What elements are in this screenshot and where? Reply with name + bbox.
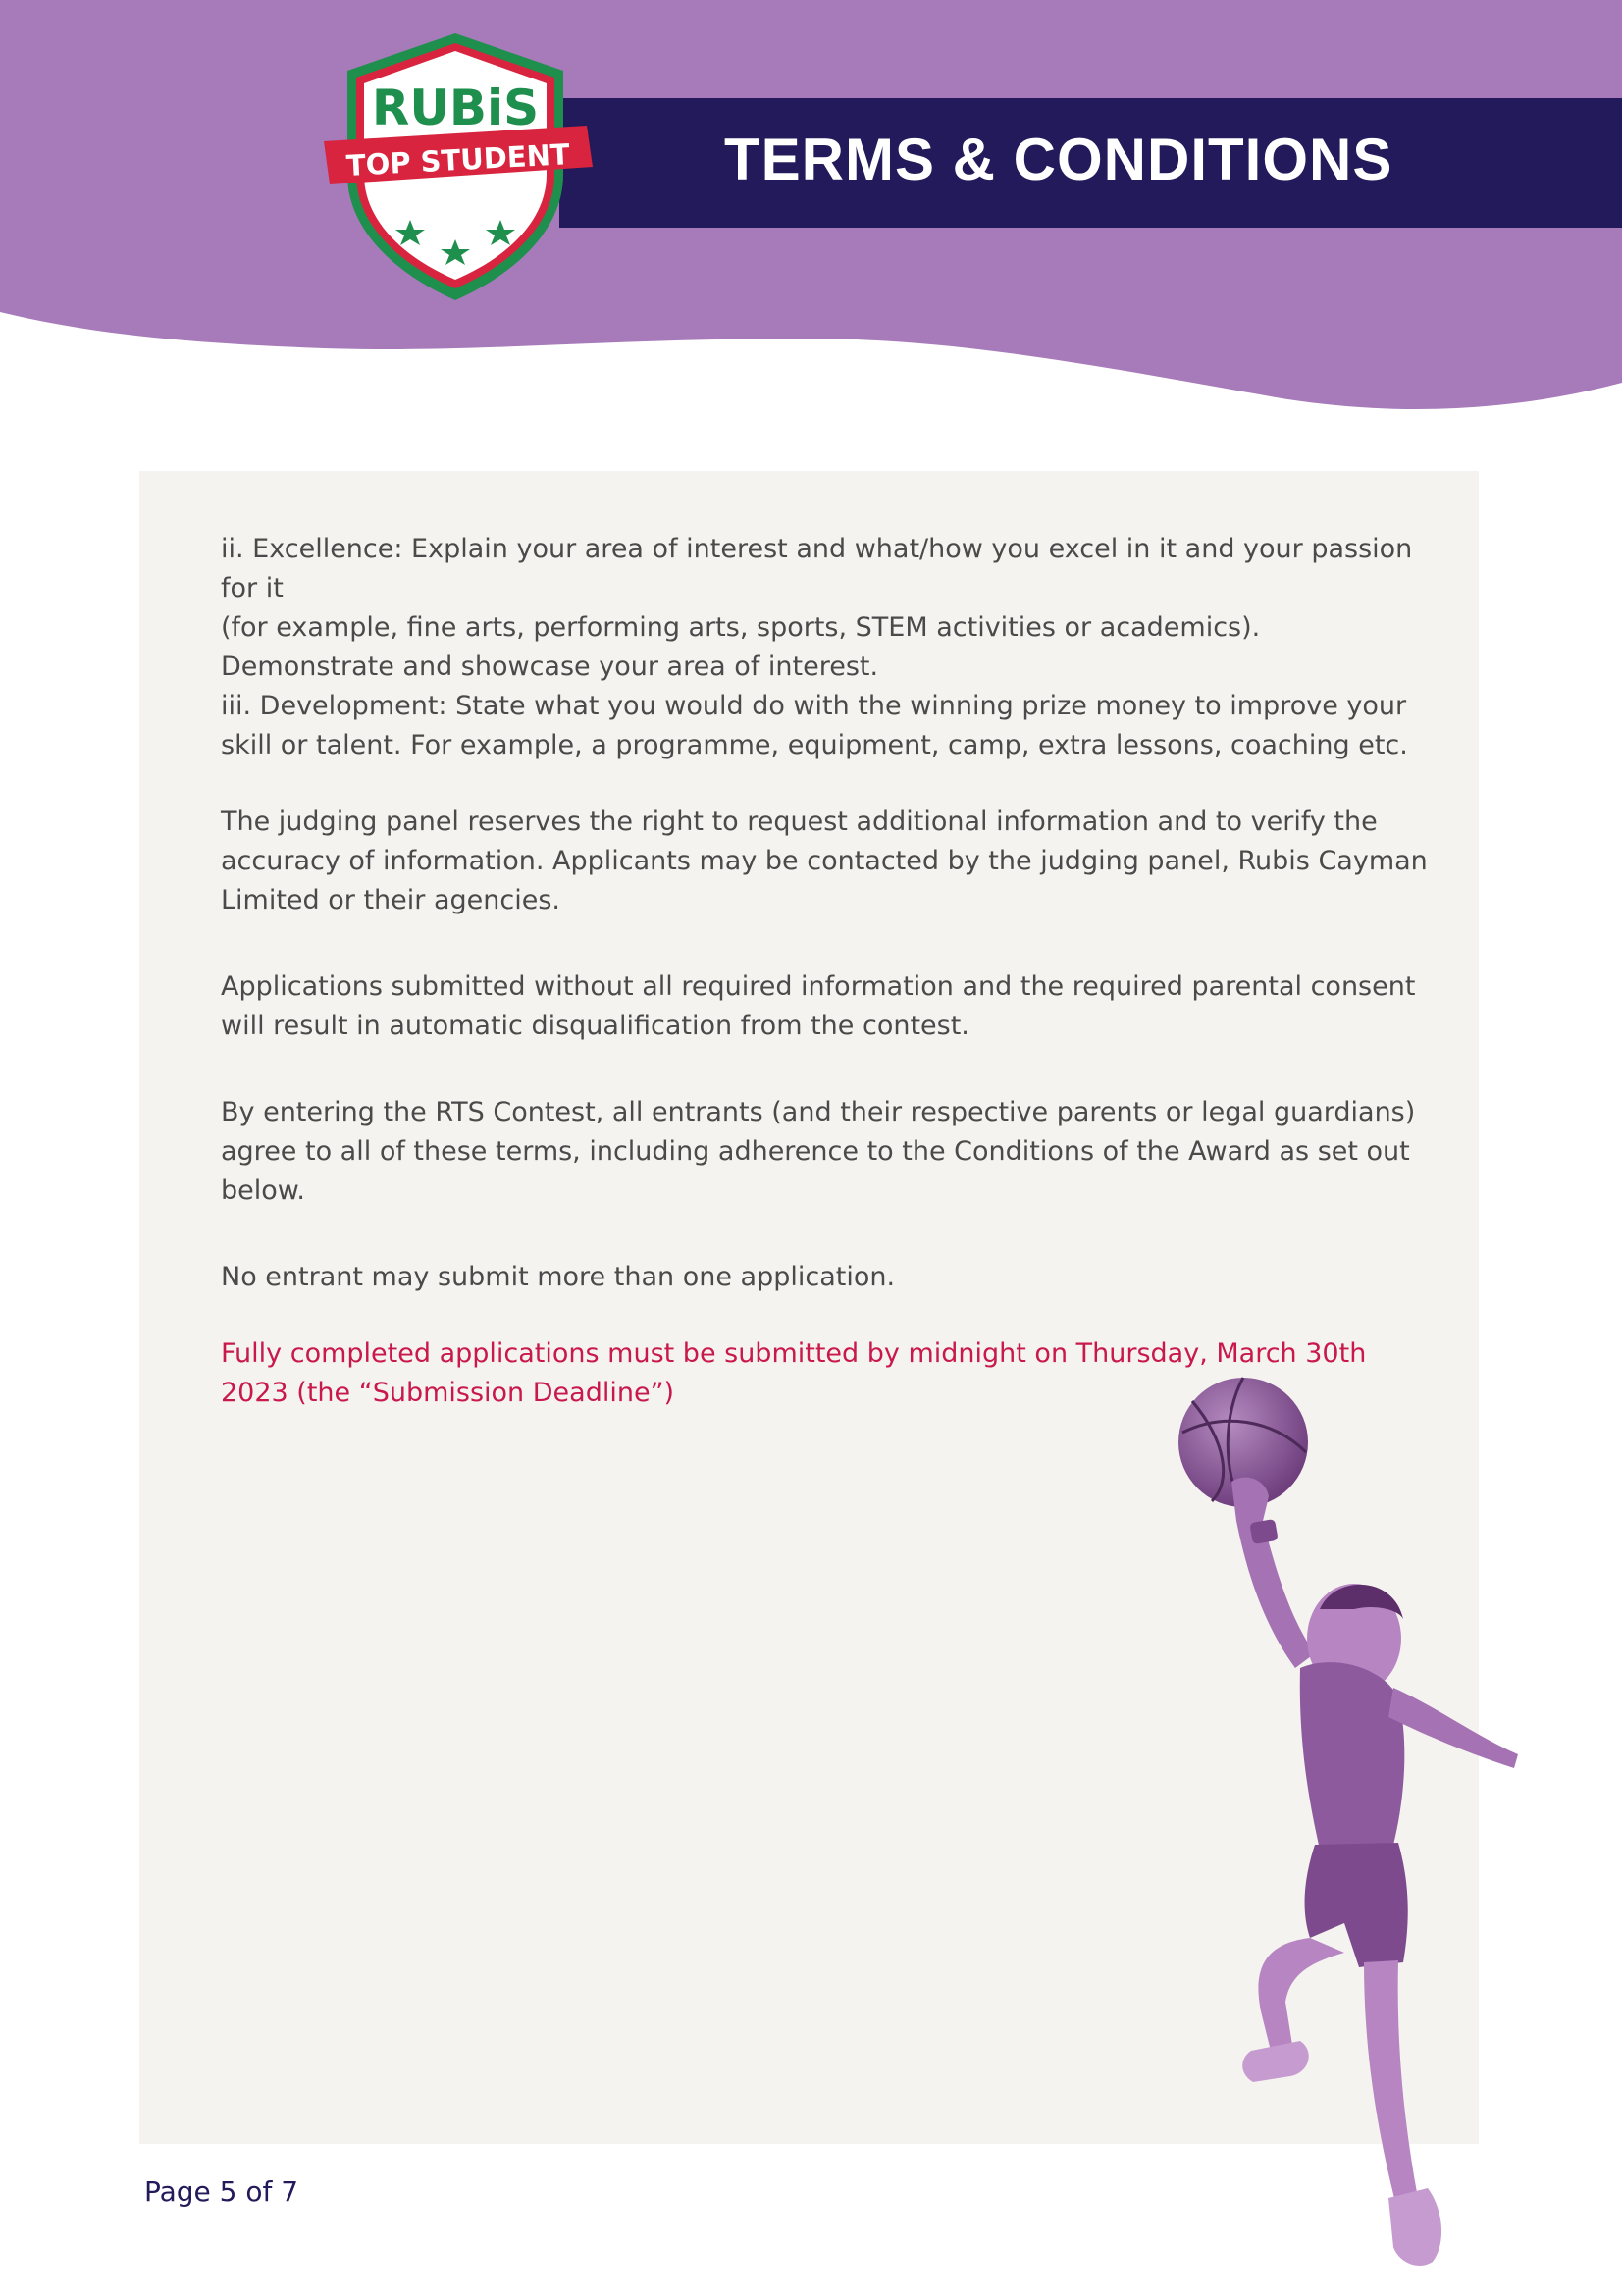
rubis-top-student-logo — [316, 27, 595, 306]
page-title: TERMS & CONDITIONS — [724, 127, 1393, 192]
excellence-line: ii. Excellence: Explain your area of interest and what/how you excel in it and your passion for it (for example, fine arts, performing arts, sports, STEM activities or academics). Demonstrate and showcase your area of interest. iii. Development: State what you would do with the winning prize money to improve your skill or talent. For example, a programme, equipment, camp, extra lessons, coaching etc. — [221, 534, 1413, 760]
disqualification-paragraph: Applications submitted without all required information and the required parental consent will result in automatic disqualification from the contest. — [221, 971, 1416, 1041]
logo-rubis-text: RUBiS — [371, 79, 540, 136]
agreement-paragraph: By entering the RTS Contest, all entrants (and their respective parents or legal guardians) agree to all of these terms, including adherence to the Conditions of the Award as set out below. — [221, 1097, 1416, 1206]
logo-banner-text: TOP STUDENT — [345, 137, 571, 183]
judging-paragraph: The judging panel reserves the right to request additional information and to verify the accuracy of information. Applicants may be contacted by the judging panel, Rubis Cayman Limited or their agencies. — [221, 807, 1428, 915]
basketball-player-icon — [1153, 1374, 1565, 2296]
single-application-paragraph: No entrant may submit more than one application. — [221, 1262, 896, 1292]
deadline-paragraph: Fully completed applications must be submitted by midnight on Thursday, March 30th 2023 (the “Submission Deadline”) — [221, 1338, 1367, 1408]
criteria-paragraph — [221, 530, 1438, 765]
page-number: Page 5 of 7 — [144, 2175, 299, 2208]
terms-body — [221, 530, 1438, 1460]
